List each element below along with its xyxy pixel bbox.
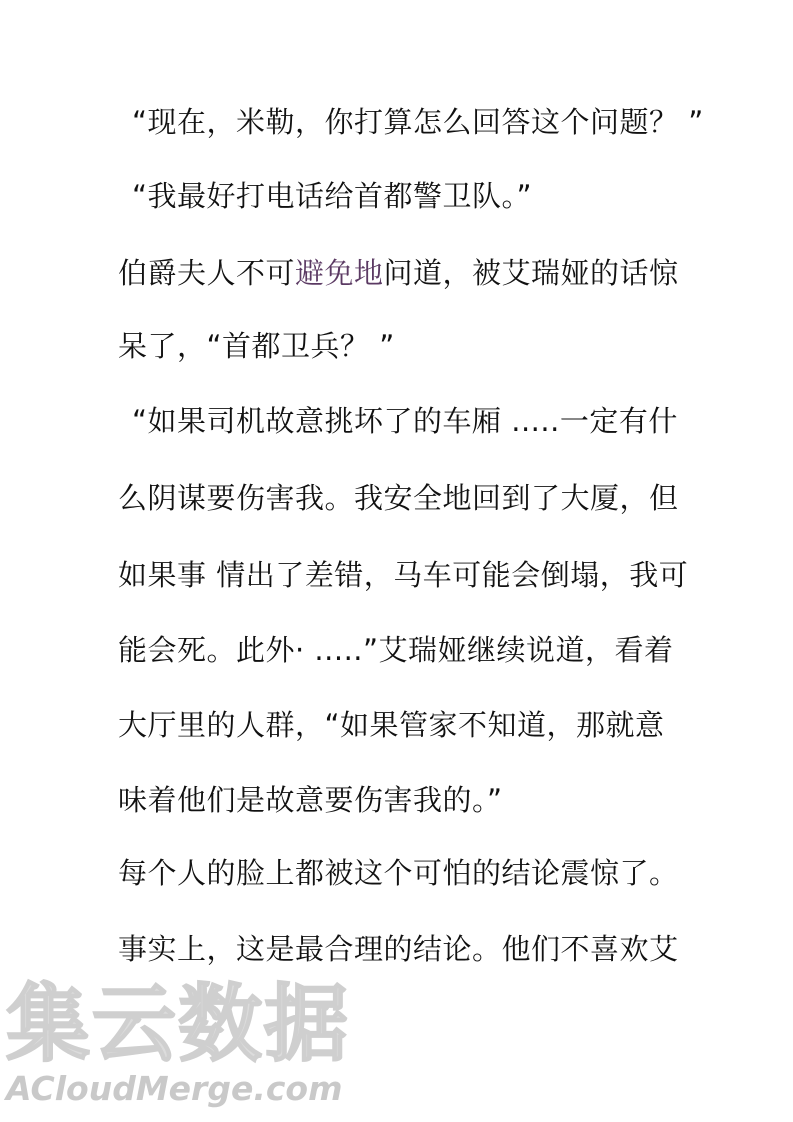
text-line-7: 如果事 情出了差错，马车可能会倒塌，我可	[118, 558, 689, 592]
text-line-8: 能会死。此外· .....”艾瑞娅继续说道，看着	[118, 633, 674, 667]
text-line-10: 味着他们是故意要伤害我的。”	[118, 783, 503, 817]
text-line-4: 呆了，“首都卫兵？ ”	[118, 329, 395, 363]
text-line-12: 事实上，这是最合理的结论。他们不喜欢艾	[118, 932, 679, 966]
watermark-english: ACloudMerge.com	[6, 1069, 343, 1108]
text-line-3-highlight: 避免地	[295, 256, 384, 290]
text-line-3-after: 问道，被艾瑞娅的话惊	[383, 256, 679, 290]
text-line-2: “我最好打电话给首都警卫队。”	[132, 179, 533, 213]
text-line-11: 每个人的脸上都被这个可怕的结论震惊了。	[118, 856, 679, 890]
watermark-chinese: 集云数据	[6, 975, 351, 1073]
text-line-1: “现在，米勒，你打算怎么回答这个问题？ ”	[132, 105, 704, 139]
text-line-9: 大厅里的人群，“如果管家不知道，那就意	[118, 708, 665, 742]
text-line-3-before: 伯爵夫人不可	[118, 256, 296, 290]
watermark	[0, 975, 420, 1118]
text-line-6: 么阴谋要伤害我。我安全地回到了大厦，但	[118, 481, 679, 515]
text-line-5: “如果司机故意挑坏了的车厢 .....一定有什	[132, 404, 678, 438]
text-line-3	[118, 253, 679, 293]
